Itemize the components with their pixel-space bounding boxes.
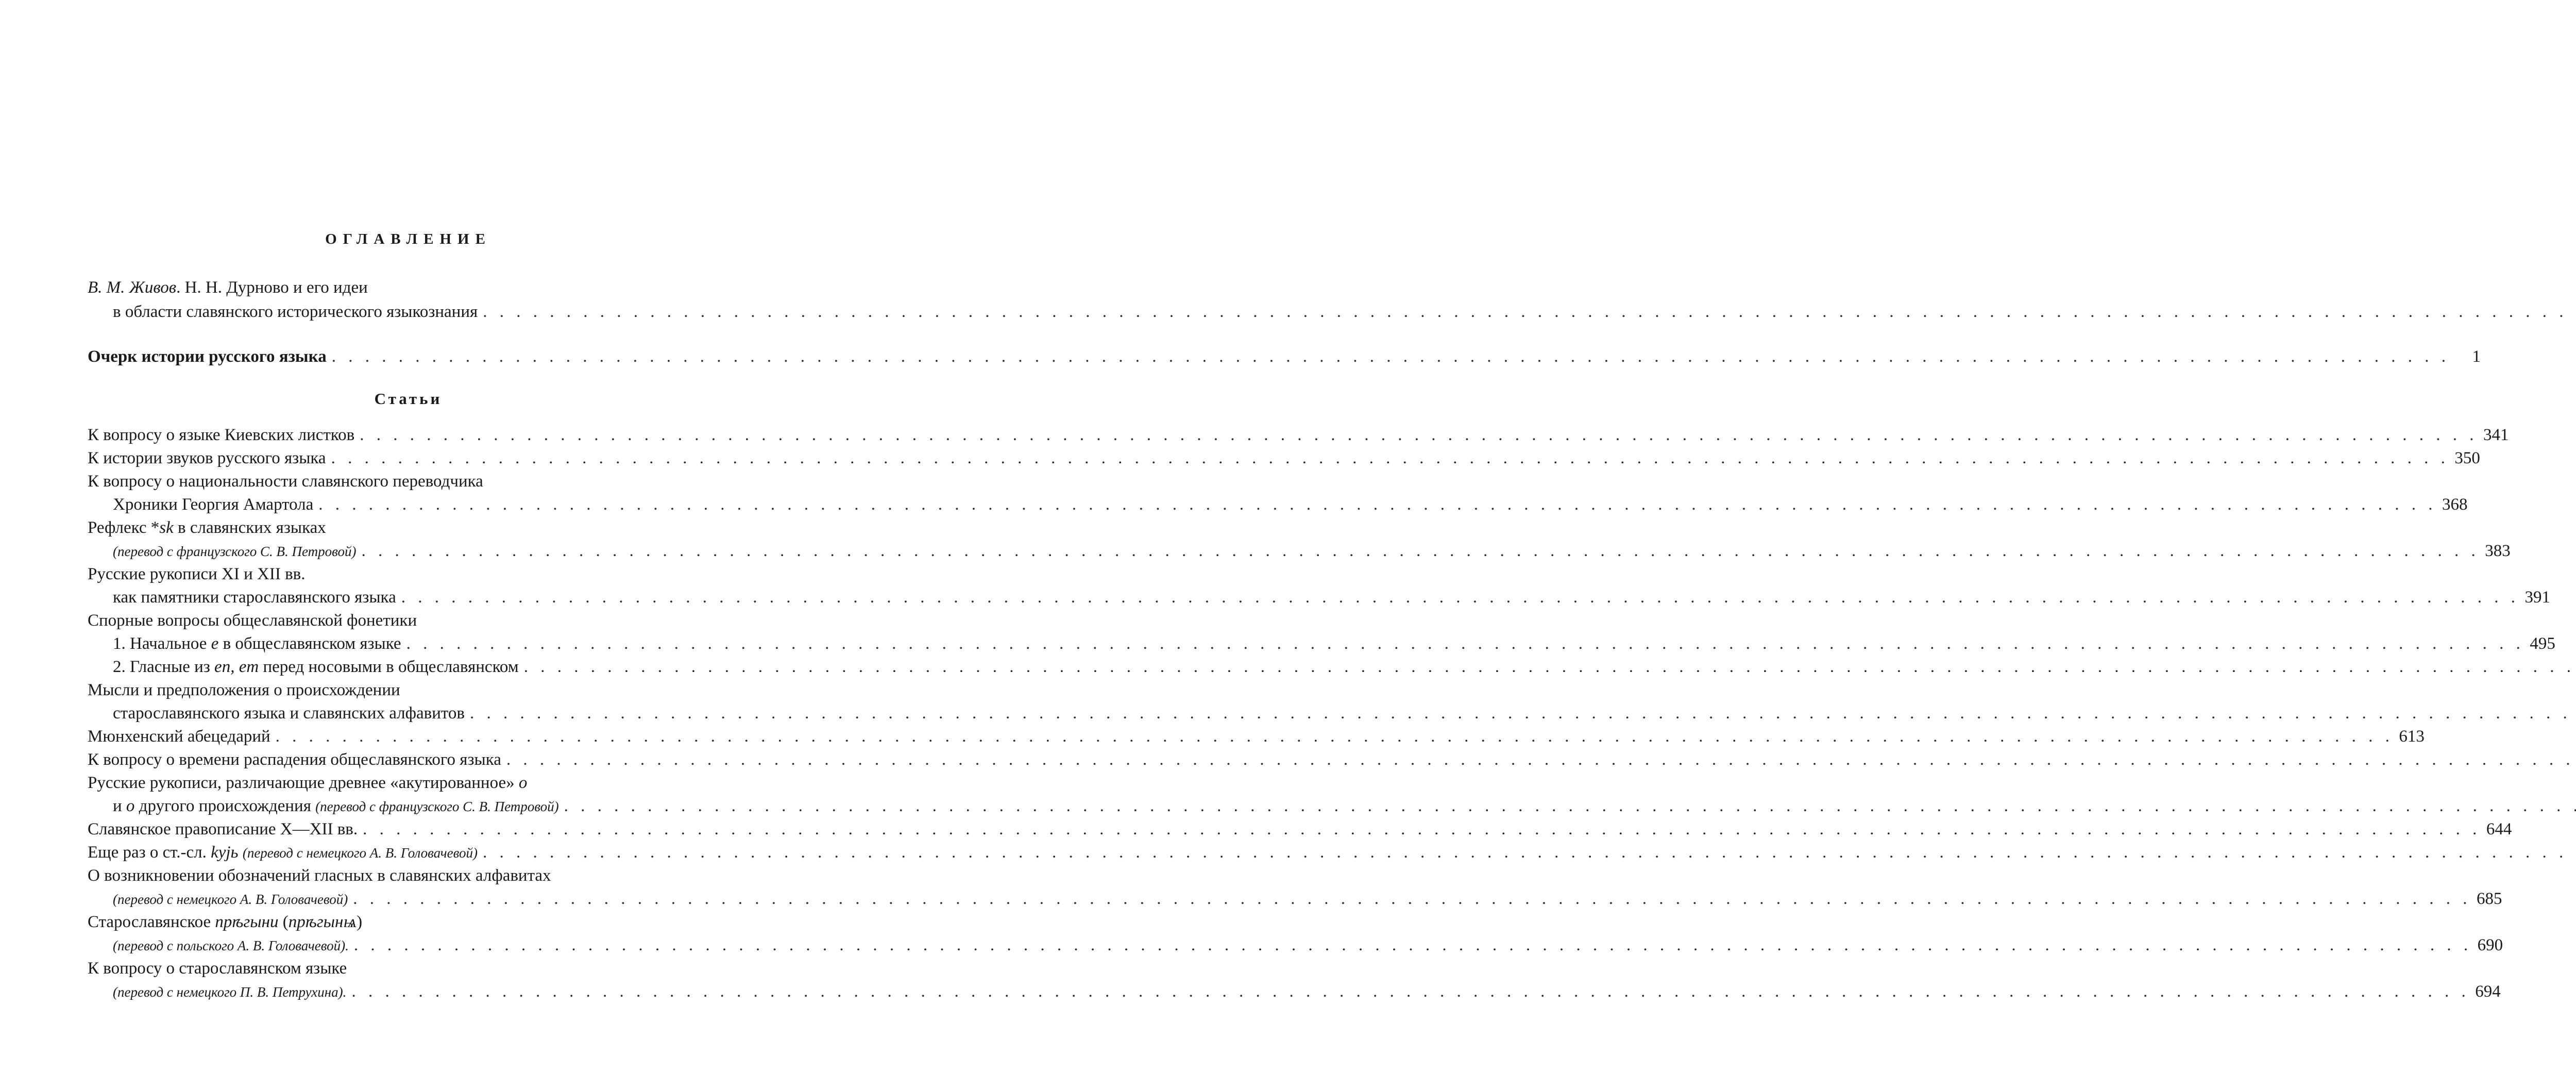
toc-entry: К вопросу о национальности славянского переводчика [88, 472, 483, 491]
toc-entry: К вопросу о языке Киевских листков . . . 341 [88, 424, 722, 446]
dot-leader [356, 540, 2484, 562]
dot-leader [346, 980, 2475, 1003]
toc-entry-continued: (перевод с французского С. В. Петровой) . . . 383 [113, 540, 722, 562]
toc-entry: Русские рукописи XI и XII вв. [88, 565, 306, 583]
dot-leader [401, 632, 2530, 655]
dot-leader [501, 748, 2576, 771]
toc-subentry: 2. Гласные из en, em перед носовыми в общеславянском . . . [113, 656, 722, 678]
toc-entry: О возникновении обозначений гласных в славянских алфавитах [88, 866, 551, 885]
toc-entry-continued: (перевод с немецкого П. В. Петрухина). . . . 694 [113, 980, 722, 1003]
toc-entry-main-work [88, 345, 2481, 368]
page-number: 694 [2475, 982, 2501, 1001]
toc-entry: К вопросу о времени распадения общеславянского языка . . . [88, 748, 722, 771]
page-number: 391 [2524, 588, 2550, 607]
dot-leader [465, 702, 2576, 725]
dot-leader [478, 300, 2576, 323]
toc-entry-intro-line1 [88, 276, 722, 299]
toc-entry: Мюнхенский абецедарий . . . 613 [88, 725, 722, 748]
page-number: 341 [2483, 426, 2509, 444]
dot-leader [327, 345, 2455, 368]
page-number: 644 [2486, 820, 2512, 838]
dot-leader [478, 841, 2576, 864]
page-number: 1 [2472, 347, 2481, 366]
intro-title-part1: . Н. Н. Дурново и его идеи [176, 278, 368, 297]
page-number: 495 [2530, 634, 2555, 653]
dot-leader [559, 795, 2576, 817]
section-heading: Статьи [374, 390, 443, 408]
dot-leader [358, 818, 2486, 841]
toc-entry: Славянское правописание X—XII вв. . . . 644 [88, 818, 722, 841]
page-number: 690 [2477, 936, 2503, 954]
main-work-title: Очерк истории русского языка [88, 347, 327, 366]
dot-leader [348, 887, 2476, 910]
toc-entry: Русские рукописи, различающие древнее «акутированное» o [88, 774, 528, 792]
toc-entry: К вопросу о старославянском языке [88, 959, 347, 978]
dot-leader [326, 447, 2454, 469]
toc-entry-continued: как памятники старославянского языка . . . 391 [113, 586, 722, 609]
page-number: 368 [2442, 495, 2468, 514]
toc-entry: Еще раз о ст.-сл. kyjь (перевод с немецкого А. В. Головачевой) . . . [88, 841, 722, 864]
page-number: 383 [2485, 542, 2511, 560]
toc-entry: К истории звуков русского языка . . . 350 [88, 447, 722, 469]
dot-leader [519, 656, 2576, 678]
page-number: 350 [2454, 449, 2480, 467]
dot-leader [396, 586, 2524, 609]
page-title: ОГЛАВЛЕНИЕ [325, 231, 492, 247]
toc-entry-continued: (перевод с немецкого А. В. Головачевой) . . . 685 [113, 887, 722, 910]
toc-entry-continued: старославянского языка и славянских алфавитов . . . [113, 702, 722, 725]
dot-leader [270, 725, 2399, 748]
toc-entry-continued: Хроники Георгия Амартола . . . 368 [113, 493, 722, 516]
toc-entry-continued: и o другого происхождения (перевод с французского С. В. Петровой) . . . [113, 795, 722, 817]
toc-subentry: 1. Начальное e в общеславянском языке . . . 495 [113, 632, 722, 655]
intro-title-part2: в области славянского исторического языкознания [113, 303, 478, 321]
toc-entry: Рефлекс *sk в славянских языках [88, 518, 326, 537]
dot-leader [349, 934, 2477, 956]
toc-entry: Старославянское прѣгыни (прѣгынѩ) [88, 913, 363, 931]
page-number: 685 [2476, 890, 2502, 908]
page-number: 613 [2399, 727, 2425, 746]
dot-leader [354, 424, 2483, 446]
toc-entry-continued: (перевод с польского А. В. Головачевой). . . . 690 [113, 934, 722, 956]
toc-entry: Спорные вопросы общеславянской фонетики [88, 611, 417, 630]
intro-author: В. М. Живов [88, 278, 177, 297]
toc-entry-intro-line2 [113, 300, 722, 323]
dot-leader [313, 493, 2442, 516]
toc-entry: Мысли и предположения о происхождении [88, 681, 400, 699]
